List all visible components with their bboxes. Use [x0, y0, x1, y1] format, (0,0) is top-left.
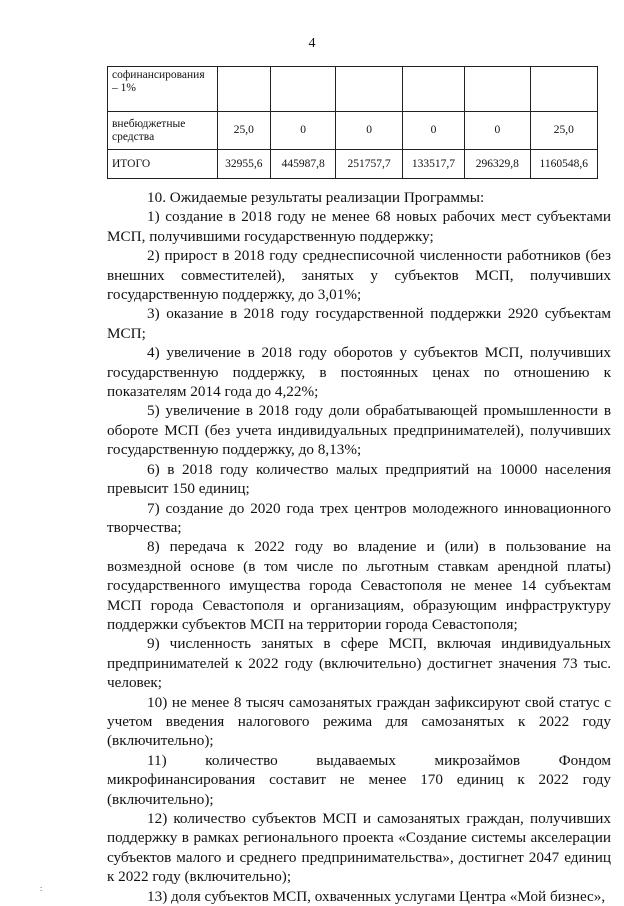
table-cell [336, 67, 402, 112]
table-cell: 133517,7 [402, 150, 464, 179]
table-row-total [108, 150, 598, 179]
list-item: 12) количество субъектов МСП и самозанятых граждан, получивших поддержку в рамках регионального проекта «Создание системы акселерации субъектов малого и среднего предпринимательства», достигнет 2047 единиц к 2022 году (включительно); [107, 810, 611, 886]
table-cell: 251757,7 [336, 150, 402, 179]
list-item: 3) оказание в 2018 году государственной поддержки 2920 субъектам МСП; [107, 305, 611, 342]
row-label: софинансирования – 1% [108, 67, 218, 112]
table-row [108, 112, 598, 150]
list-item: 7) создание до 2020 года трех центров молодежного инновационного творчества; [107, 499, 611, 536]
table-cell [402, 67, 464, 112]
list-item: 6) в 2018 году количество малых предприятий на 10000 населения превысит 150 единиц; [107, 460, 611, 498]
section-heading: 10. Ожидаемые результаты реализации Программы: [147, 189, 485, 206]
table-cell: 32955,6 [217, 150, 270, 179]
scan-mark: : [40, 884, 43, 893]
table-cell: 1160548,6 [530, 150, 597, 179]
table-cell: 0 [336, 112, 402, 150]
list-item: 2) прирост в 2018 году среднесписочной численности работников (без внешних совместителей), занятых у субъектов МСП, получивших государственную поддержку, до 3,01%; [107, 247, 611, 304]
table-cell: 25,0 [530, 112, 597, 150]
financing-table [107, 66, 598, 179]
list-item: 9) численность занятых в сфере МСП, включая индивидуальных предпринимателей к 2022 году (включительно) достигнет значения 73 тыс. человек; [107, 635, 611, 692]
table-cell: 0 [270, 112, 335, 150]
list-item: 5) увеличение в 2018 году доли обрабатывающей промышленности в обороте МСП (без учета индивидуальных предпринимателей), получивших государственную поддержку, до 8,13%; [107, 402, 611, 459]
list-item: 4) увеличение в 2018 году оборотов у субъектов МСП, получивших государственную поддержку, в постоянных ценах по отношению к показателям 2014 года до 4,22%; [107, 344, 611, 401]
list-item: 1) создание в 2018 году не менее 68 новых рабочих мест субъектами МСП, получившими государственную поддержку; [107, 208, 611, 245]
list-item: 10) не менее 8 тысяч самозанятых граждан зафиксируют свой статус с учетом введения налогового режима для самозанятых к 2022 году (включительно); [107, 693, 611, 750]
list-item: 13) доля субъектов МСП, охваченных услугами Центра «Мой бизнес», [147, 887, 606, 905]
table-cell [217, 67, 270, 112]
table-cell: 0 [402, 112, 464, 150]
document-body [107, 188, 611, 906]
table-cell [270, 67, 335, 112]
table-row [108, 67, 598, 112]
list-item: 8) передача к 2022 году во владение и (или) в пользование на возмездной основе (в том числе по льготным ставкам арендной платы) государственного имущества города Севастополя не менее 14 субъектам МСП города Севастополя и организациям, образующим инфраструктуру поддержки субъектов МСП на территории города Севастополя; [107, 538, 611, 633]
table-cell [530, 67, 597, 112]
list-item: 11) количество выдаваемых микрозаймов Фондом микрофинансирования составит не менее 170 единиц к 2022 году (включительно); [107, 751, 611, 808]
table-cell: 445987,8 [270, 150, 335, 179]
table-cell: 296329,8 [465, 150, 530, 179]
table-cell: 25,0 [217, 112, 270, 150]
row-label: ИТОГО [108, 150, 218, 179]
table-cell [465, 67, 530, 112]
page-number: 4 [308, 36, 316, 51]
row-label: внебюджетные средства [108, 112, 218, 150]
table-cell: 0 [465, 112, 530, 150]
